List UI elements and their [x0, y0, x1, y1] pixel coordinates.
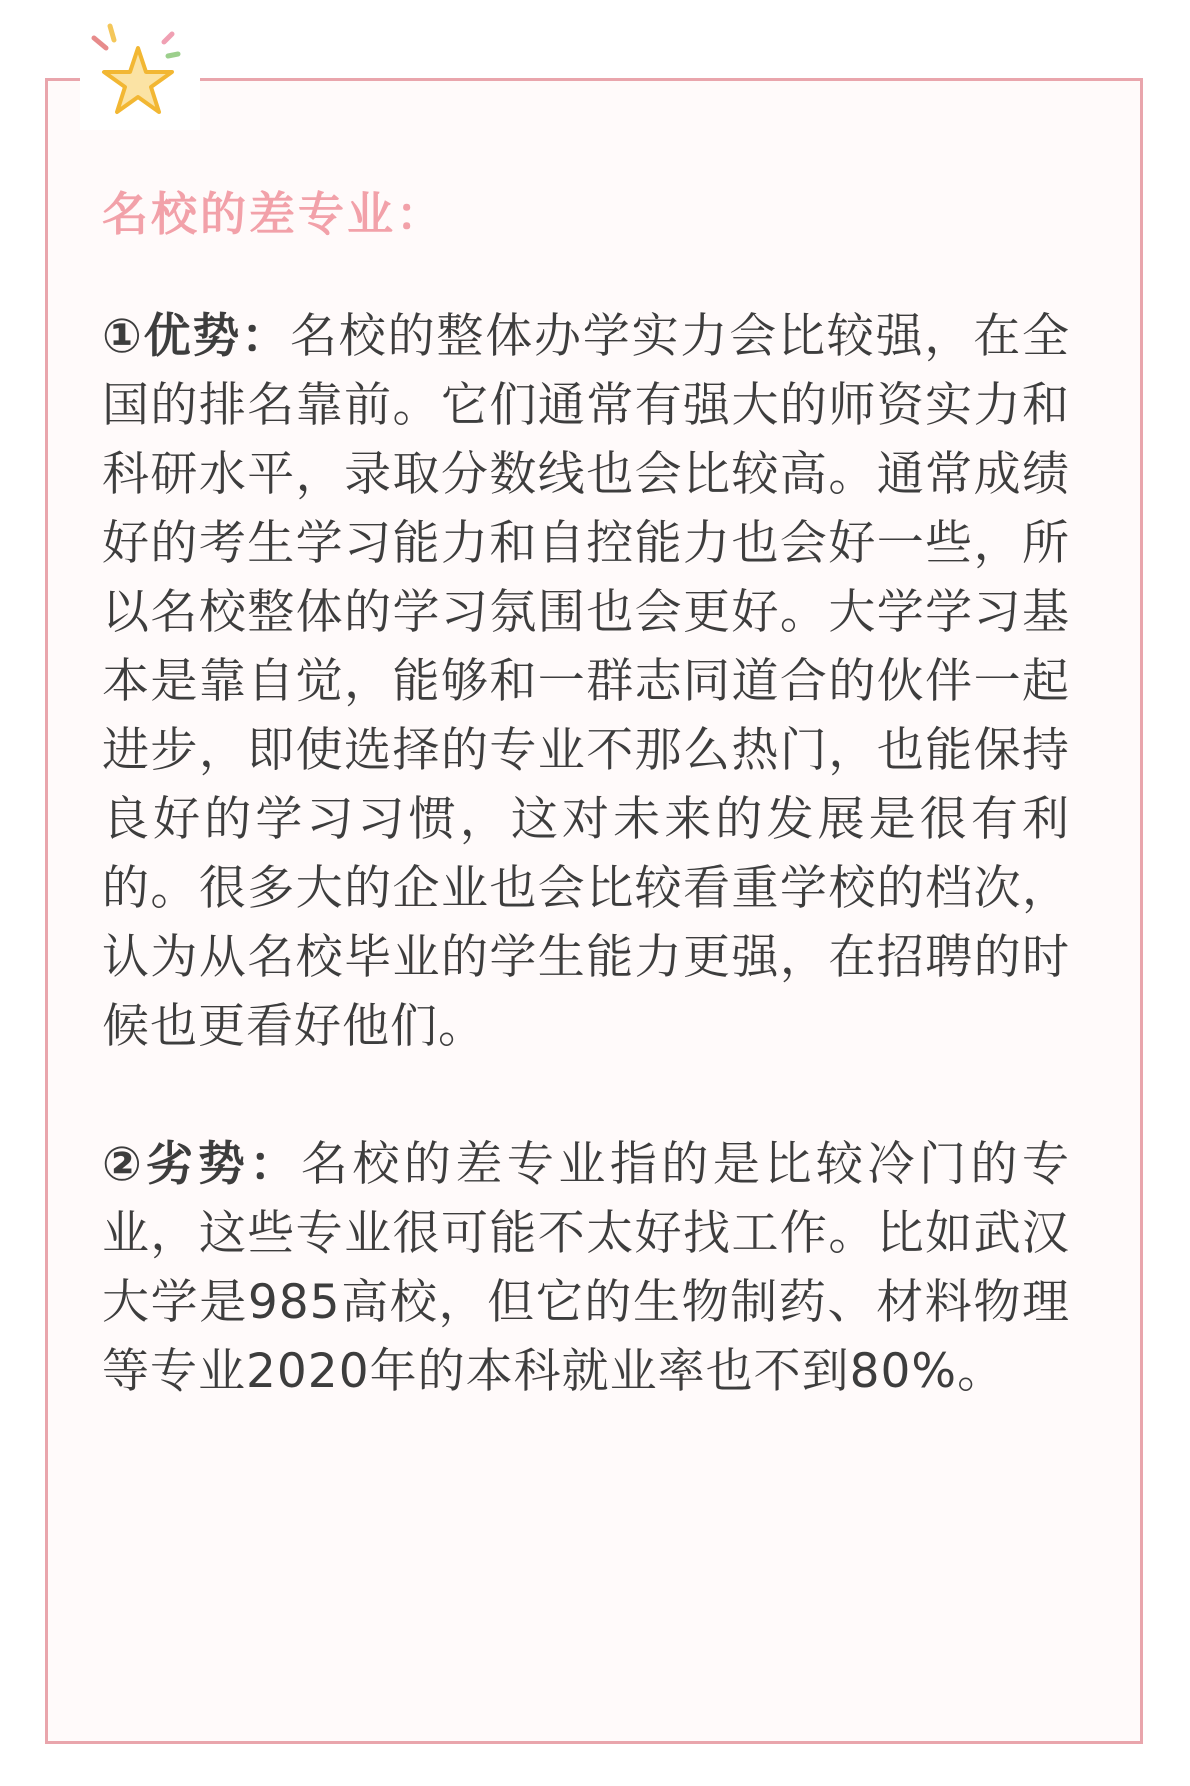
section-text: 名校的差专业指的是比较冷门的专业，这些专业很可能不太好找工作。比如武汉大学是985高校，但它的生物制药、材料物理等专业2020年的本科就业率也不到80%。 — [102, 1137, 1071, 1399]
section-label: ①优势： — [102, 309, 290, 364]
sparkle-stroke-pink — [164, 34, 172, 42]
section-advantages — [102, 302, 1070, 1061]
section-text: 名校的整体办学实力会比较强，在全国的排名靠前。它们通常有强大的师资实力和科研水平，录取分数线也会比较高。通常成绩好的考生学习能力和自控能力也会好一些，所以名校整体的学习氛围也会更好。大学学习基本是靠自觉，能够和一群志同道合的伙伴一起进步，即使选择的专业不那么热门，也能保持良好的学习习惯，这对未来的发展是很有利的。很多大的企业也会比较看重学校的档次，认为从名校毕业的学生能力更强，在招聘的时候也更看好他们。 — [102, 309, 1071, 1054]
sparkle-stroke-yellow — [110, 26, 114, 40]
section-label: ②劣势： — [102, 1137, 301, 1192]
sparkle-stroke-red — [94, 38, 106, 48]
star-decoration — [80, 20, 200, 130]
section-disadvantages — [102, 1130, 1070, 1406]
sparkle-stroke-green — [168, 54, 178, 56]
star-shape — [104, 48, 172, 112]
article — [102, 178, 1070, 1406]
article-heading: 名校的差专业： — [102, 187, 445, 241]
star-icon — [80, 20, 200, 130]
